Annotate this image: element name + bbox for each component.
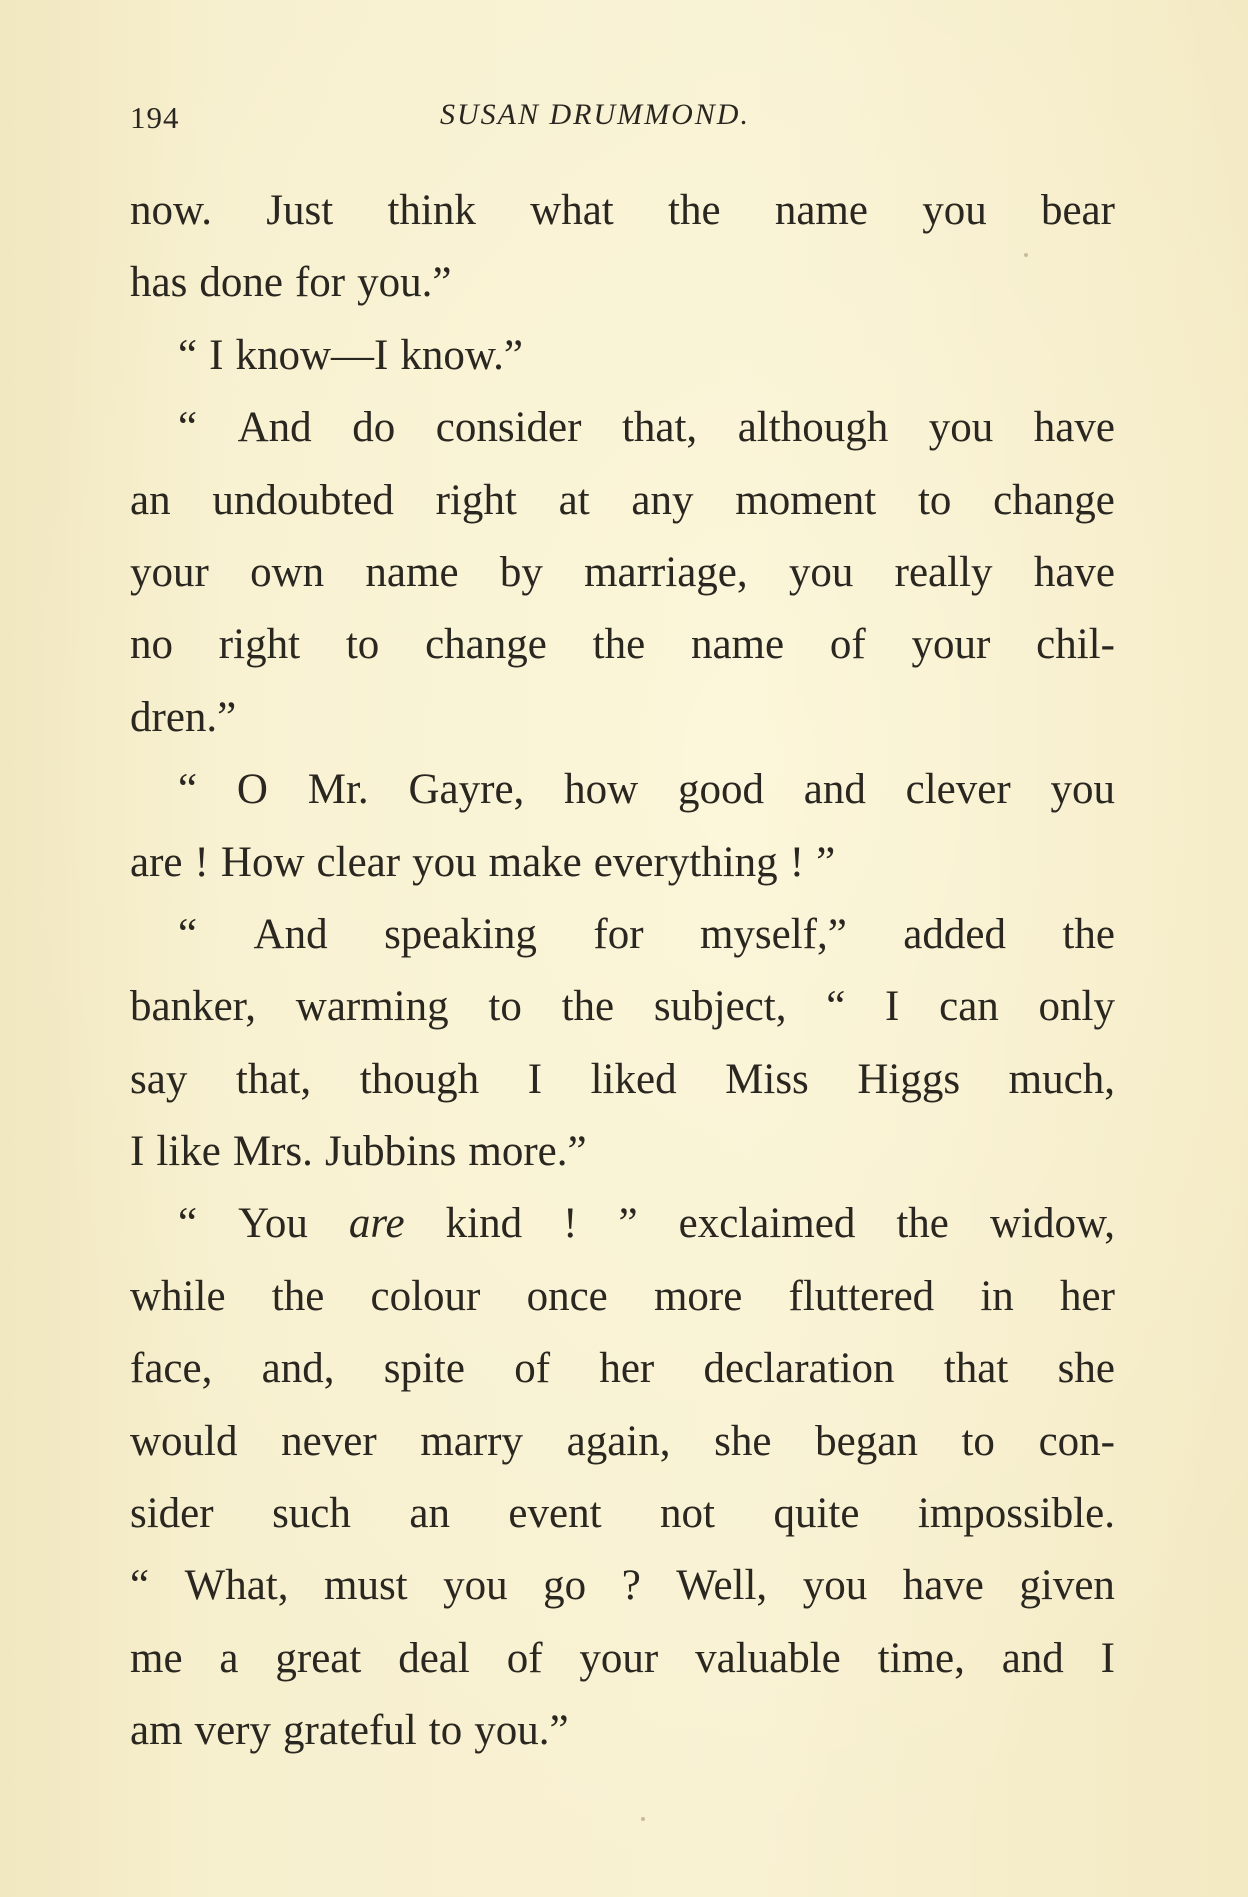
word: has <box>130 259 188 307</box>
word: “ <box>130 1562 150 1610</box>
word: given <box>1019 1562 1115 1610</box>
word: name <box>774 187 868 234</box>
word: never <box>281 1417 377 1465</box>
word: that, <box>235 1055 312 1103</box>
word: ! <box>563 1200 578 1248</box>
word: name <box>365 548 459 596</box>
word: right <box>218 621 301 669</box>
word: you.” <box>357 259 452 307</box>
word: How <box>220 838 305 886</box>
word: and, <box>261 1345 335 1393</box>
word: Jubbins <box>324 1128 457 1176</box>
word: would <box>130 1417 238 1465</box>
word: you <box>922 187 987 234</box>
word: now. <box>130 187 213 234</box>
word: of <box>506 1634 543 1682</box>
word: change <box>425 621 547 669</box>
word: in <box>980 1272 1014 1320</box>
word: am <box>130 1707 183 1755</box>
word: to <box>428 1707 463 1755</box>
word: any <box>631 476 694 524</box>
word: ! <box>194 838 209 886</box>
text-line <box>130 398 1115 470</box>
word: began <box>815 1417 918 1465</box>
word: more.” <box>468 1128 587 1176</box>
paper-speck <box>1024 253 1028 257</box>
word: you <box>928 404 994 452</box>
word: and <box>1001 1634 1064 1682</box>
word: Miss <box>725 1055 809 1103</box>
page-number: 194 <box>130 100 180 135</box>
word: to <box>961 1417 995 1465</box>
word: Just <box>266 187 334 234</box>
word: “ <box>178 910 198 958</box>
word: of <box>514 1345 551 1393</box>
word: moment <box>735 476 877 524</box>
word: I <box>130 1128 145 1176</box>
word: you <box>802 1562 868 1610</box>
word: I <box>885 983 900 1031</box>
word: And <box>253 910 328 958</box>
word: face, <box>130 1345 213 1393</box>
text-line <box>130 181 1115 253</box>
word: I <box>1100 1634 1115 1682</box>
word: ? <box>621 1562 641 1610</box>
word: your <box>130 548 209 596</box>
word: can <box>939 983 999 1031</box>
word: speaking <box>384 910 537 958</box>
word: own <box>250 548 325 596</box>
word: are <box>348 1200 405 1248</box>
word: again, <box>566 1417 671 1465</box>
word: ” <box>816 838 836 886</box>
word: her <box>599 1345 655 1393</box>
word: deal <box>398 1634 470 1682</box>
word: valuable <box>695 1634 841 1682</box>
word: her <box>1060 1272 1115 1320</box>
word: an <box>409 1490 450 1538</box>
word: Well, <box>676 1562 768 1610</box>
word: subject, <box>653 983 787 1031</box>
word: ! <box>789 838 805 886</box>
word: for <box>294 259 346 307</box>
word: fluttered <box>788 1272 935 1320</box>
word: a <box>219 1634 239 1682</box>
word: done <box>199 259 283 307</box>
text-line <box>130 1339 1115 1411</box>
word: that <box>943 1345 1009 1393</box>
word: marriage, <box>584 548 748 596</box>
word: although <box>737 404 889 452</box>
word: while <box>130 1272 226 1320</box>
word: marry <box>420 1417 523 1465</box>
word: of <box>829 621 866 669</box>
word: you <box>443 1562 508 1610</box>
text-line <box>130 253 1115 325</box>
word: bear <box>1040 187 1115 234</box>
word: banker, <box>130 983 257 1031</box>
word: what <box>530 187 614 234</box>
word: I <box>209 331 224 379</box>
word: added <box>903 910 1006 958</box>
word: by <box>499 548 543 596</box>
word: “ <box>826 983 846 1031</box>
word: “ <box>178 404 198 452</box>
paper-speck <box>641 1817 645 1821</box>
word: very <box>194 1707 271 1755</box>
word: Gayre, <box>408 766 525 814</box>
word: time, <box>877 1634 965 1682</box>
word: Higgs <box>857 1055 961 1103</box>
word: con- <box>1038 1417 1115 1465</box>
word: you <box>412 838 477 886</box>
word: “ <box>178 1200 198 1248</box>
word: really <box>894 548 993 596</box>
text-line <box>130 1701 1115 1773</box>
word: an <box>130 476 171 524</box>
word: the <box>1062 910 1115 958</box>
word: clever <box>905 766 1011 814</box>
word: and <box>803 766 866 814</box>
word: not <box>660 1490 715 1538</box>
word: the <box>592 621 646 669</box>
word: you <box>788 548 854 596</box>
word: make <box>488 838 582 886</box>
word: myself,” <box>699 910 847 958</box>
word: the <box>561 983 615 1031</box>
word: quite <box>773 1490 860 1538</box>
word: more <box>653 1272 743 1320</box>
word: like <box>156 1128 221 1176</box>
word: say <box>130 1055 188 1103</box>
word: chil- <box>1036 621 1115 669</box>
word: how <box>564 766 639 814</box>
word: And <box>237 404 312 452</box>
word: consider <box>435 404 582 452</box>
text-line <box>130 543 1115 615</box>
word: me <box>130 1634 183 1682</box>
word: to <box>917 476 952 524</box>
word: think <box>387 187 476 234</box>
word: the <box>668 187 721 234</box>
word: your <box>911 621 991 669</box>
word: go <box>543 1562 587 1610</box>
text-line <box>130 1629 1115 1701</box>
text-line <box>130 1050 1115 1122</box>
word: clear <box>316 838 401 886</box>
word: warming <box>295 983 449 1031</box>
text-line <box>130 1194 1115 1266</box>
text-line <box>130 905 1115 977</box>
word: that, <box>621 404 698 452</box>
word: dren.” <box>130 693 237 741</box>
text-line <box>130 1484 1115 1556</box>
word: at <box>558 476 590 524</box>
text-line <box>130 1122 1115 1194</box>
page-header <box>130 96 1110 146</box>
word: have <box>1033 404 1115 452</box>
word: no <box>130 621 173 669</box>
word: You <box>238 1200 308 1248</box>
running-title: SUSAN DRUMMOND. <box>440 98 750 131</box>
word: change <box>993 476 1115 524</box>
word: name <box>690 621 785 669</box>
word: have <box>902 1562 984 1610</box>
text-line <box>130 1412 1115 1484</box>
word: I <box>527 1055 543 1103</box>
word: know—I <box>235 331 389 379</box>
word: everything <box>593 838 778 886</box>
word: the <box>271 1272 325 1320</box>
text-line <box>130 833 1115 905</box>
word: declaration <box>703 1345 895 1393</box>
word: “ <box>178 331 198 379</box>
word: she <box>714 1417 772 1465</box>
text-line <box>130 471 1115 543</box>
word: you.” <box>474 1707 569 1755</box>
word: good <box>677 766 764 814</box>
text-line <box>130 1556 1115 1628</box>
word: Mr. <box>307 766 369 814</box>
word: know.” <box>400 331 523 379</box>
body-text <box>130 181 1115 1774</box>
word: spite <box>383 1345 465 1393</box>
word: are <box>130 838 183 886</box>
word: impossible. <box>917 1490 1115 1538</box>
word: grateful <box>283 1707 417 1755</box>
word: do <box>352 404 396 452</box>
text-line <box>130 615 1115 687</box>
text-line <box>130 760 1115 832</box>
word: though <box>359 1055 480 1103</box>
word: event <box>508 1490 602 1538</box>
text-line <box>130 688 1115 760</box>
word: Mrs. <box>232 1128 313 1176</box>
word: she <box>1057 1345 1115 1393</box>
word: O <box>236 766 268 814</box>
word: colour <box>370 1272 481 1320</box>
word: the <box>896 1200 949 1248</box>
word: your <box>579 1634 659 1682</box>
word: liked <box>590 1055 677 1103</box>
word: for <box>593 910 644 958</box>
word: have <box>1033 548 1115 596</box>
word: exclaimed <box>678 1200 856 1248</box>
word: widow, <box>989 1200 1115 1248</box>
word: What, <box>184 1562 289 1610</box>
word: must <box>324 1562 408 1610</box>
word: much, <box>1008 1055 1115 1103</box>
word: once <box>526 1272 608 1320</box>
word: to <box>488 983 522 1031</box>
text-line <box>130 1267 1115 1339</box>
word: right <box>435 476 517 524</box>
word: undoubted <box>212 476 394 524</box>
word: to <box>345 621 380 669</box>
text-line <box>130 326 1115 398</box>
word: only <box>1038 983 1115 1031</box>
word: sider <box>130 1490 214 1538</box>
word: you <box>1050 766 1115 814</box>
text-line <box>130 977 1115 1049</box>
word: kind <box>445 1200 523 1248</box>
word: great <box>275 1634 362 1682</box>
word: ” <box>618 1200 638 1248</box>
word: such <box>272 1490 351 1538</box>
word: “ <box>178 766 198 814</box>
